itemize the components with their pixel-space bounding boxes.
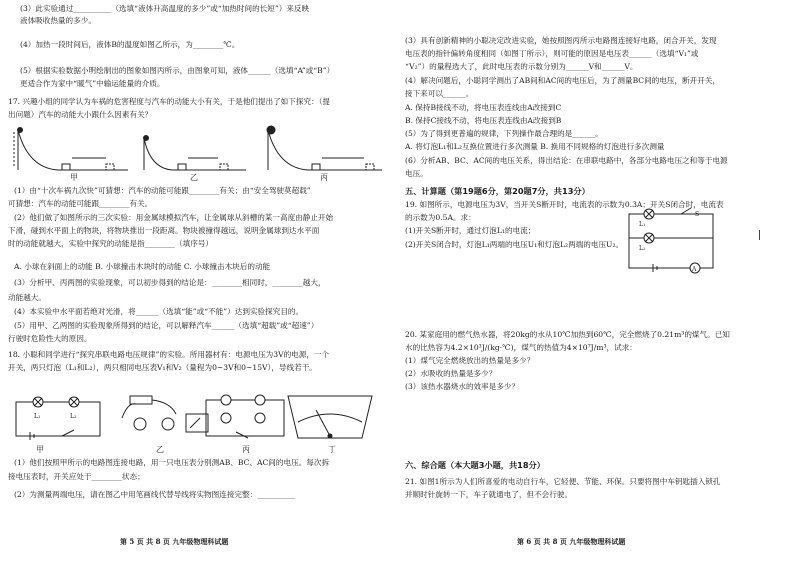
text-line: (2)开关S闭合时，灯泡L₁两端的电压U₁和灯泡L₂两端的电压U₂。 [405,240,624,249]
text-line: (6）分析AB、BC、AC间的电压关系，得出结论：在串联电路中，各部分电路电压之和等于电源 [405,156,728,165]
text-line: A. 小球在斜面上的动能 B. 小球撞击木块时的动能 C. 小球撞击木块后的动能 [14,262,271,271]
text-line: 行驶时危险性大的原因。 [8,334,92,343]
text-line: 出问题）汽车的动能大小跟什么因素有关？ [8,110,153,119]
section-heading: 六、综合题（本大题3小题，共18分） [405,460,545,470]
svg-text:L₁: L₁ [34,413,41,420]
text-line: “V₂”）的量程选大了，此时电压表的示数分别为______V和______V。 [405,62,638,71]
text-line: 19. 如图所示，电源电压为3V，当开关S断开时，电流表的示数为0.3A；开关S闭合时，电流表 [405,200,724,209]
fig-label: 乙 [156,445,164,454]
text-line: (4）本实验中水平面若绝对光滑，将______（选填“能”或“不能”）达到实验探究目的。 [14,307,304,316]
text-line: 21. 如图1所示为人们所喜爱的电动自行车，它轻便、节能、环保。只要将图中车钥匙插入锁孔 [405,477,721,486]
fig-label: 甲 [70,173,78,182]
svg-text:L₁: L₁ [639,221,646,228]
text-line: 20. 某家庭用的燃气热水器，将20kg的水从10℃加热到60℃，完全燃烧了0.21m³的煤气。已知 [405,330,730,339]
text-line: 电压。 [405,169,428,178]
text-line: 电压表的指针偏转角度相同（如图丁所示），则可能的原因是电压表______（选填“V₁”或 [405,49,699,58]
text-line: (2）他们做了如图所示的三次实验：用金属球模拟汽车，让金属球从斜槽的某一高度由静止开始 [14,213,334,222]
text-line: 液体吸收热量的多少。 [20,16,96,25]
svg-text:L₂: L₂ [70,413,77,420]
text-line: B. 保持C接线不动，将电压表连线由A改接到B [405,116,562,125]
text-line: (3）具有创新精神的小聪决定改进实验，她按照图丙所示电路图连接好电路，闭合开关，发现 [405,36,717,45]
fig-label: 丁 [328,445,336,454]
text-line: (3）分析甲、丙两图的实验现象，可以初步得到的结论是：________相同时，________越大， [14,278,326,287]
text-line: 下滑，碰到水平面上的物块，将物块推出一段距离。物块被撞得越远，说明金属球到达水平面 [8,226,320,235]
binding-mark [759,230,764,240]
text-line: (4）解决问题后，小聪同学测出了AB间和AC间的电压后，为了测量BC间的电压，断开开关， [405,76,721,85]
text-line: (3）该热水器烧水的效率是多少？ [405,382,520,391]
text-line: (5）根据实验数据小明绘制出的图象如图丙所示，由图象可知，液体______（选填“A”或“B”） [20,66,335,75]
svg-text:S: S [695,211,700,218]
text-line: (5）用甲、乙两图的实验现象所得到的结论，可以解释汽车______（选填“超载”或“超速”） [14,321,319,330]
text-line: A. 保持B接线不动，将电压表连线由A改接到C [405,103,562,112]
right-page [397,0,794,561]
text-line: (2）水吸收的热量是多少？ [405,369,497,378]
text-line: 水的比热容为4.2×10³J/(kg·℃)，煤气的热值为4×10⁷J/m³，试求： [405,343,637,352]
text-line: 可猜想：汽车的动能可能跟________有关。 [8,199,153,208]
text-line: (1）由“十次车祸九次快”可猜想：汽车的动能可能跟________有关；由“安全驾驶莫超载” [14,186,311,195]
ramp-figures [10,124,395,182]
fig-label: 丙 [320,173,328,182]
page-footer: 第 6 页 共 8 页 九年级物理科试题 [517,537,626,546]
text-line: (2）为测量两端电压，请在图乙中用笔画线代替导线将实物图连接完整：__________ [14,490,296,499]
circuit-figures [10,388,390,454]
fig-label: 甲 [36,445,44,454]
text-line: (5）为了得到更普遍的规律，下列操作最合理的是______。 [405,129,603,138]
page-footer: 第 5 页 共 8 页 九年级物理科试题 [120,537,229,546]
fig-label: 丙 [242,445,250,454]
text-line: A. 将灯泡L₁和L₂互换位置进行多次测量 B. 换用不同规格的灯泡进行多次测量 [405,142,665,151]
text-line: (1)开关S断开时，通过灯泡L₁的电流； [405,226,536,235]
text-line: 的示数为0.5A。求： [405,213,476,222]
text-line: 动能越大。 [8,293,46,302]
text-line: 并顺时针旋转一下，车子就通电了，但不会行驶。 [405,490,573,499]
svg-text:A: A [692,266,697,273]
text-line: (1）他们按照甲所示的电路图连接电路，用一只电压表分别测AB、BC、AC间的电压。每次拆 [14,458,330,467]
text-line: 接电压表时，开关应处于________状态； [8,472,145,481]
text-line: 18. 小聪和同学进行“探究串联电路电压规律”的实验。所用器材有：电源电压为3V的电源，一个 [8,350,330,359]
text-line: 17. 兴趣小组的同学认为车祸的危害程度与汽车的动能大小有关，于是他们提出了如下探究：（提 [8,97,331,106]
section-heading: 五、计算题（第19题6分，第20题7分，共13分） [405,186,590,196]
text-line: 更适合作为家中“暖气”中输运能量的介质。 [20,79,165,88]
text-line: 时的动能就越大，实验中探究的动能是指________（填序号） [8,239,214,248]
text-line: (4）加热一段时间后，液体B的温度如图乙所示，为________℃。 [20,40,240,49]
q19-circuit [625,206,721,274]
fig-label: 乙 [190,173,198,182]
text-line: 开关，两只灯泡（L₁和L₂），两只相同电压表V₁和V₂（量程为0~3V和0~15V），导线若干。 [8,363,317,372]
text-line: (1）煤气完全燃烧放出的热量是多少？ [405,356,535,365]
svg-text:L₂: L₂ [639,245,646,252]
text-line: 接下来可以______。 [405,89,474,98]
text-line: (3）此实验通过__________（选填“液体升高温度的多少”或“加热时间的长短”）来反映 [20,4,310,13]
